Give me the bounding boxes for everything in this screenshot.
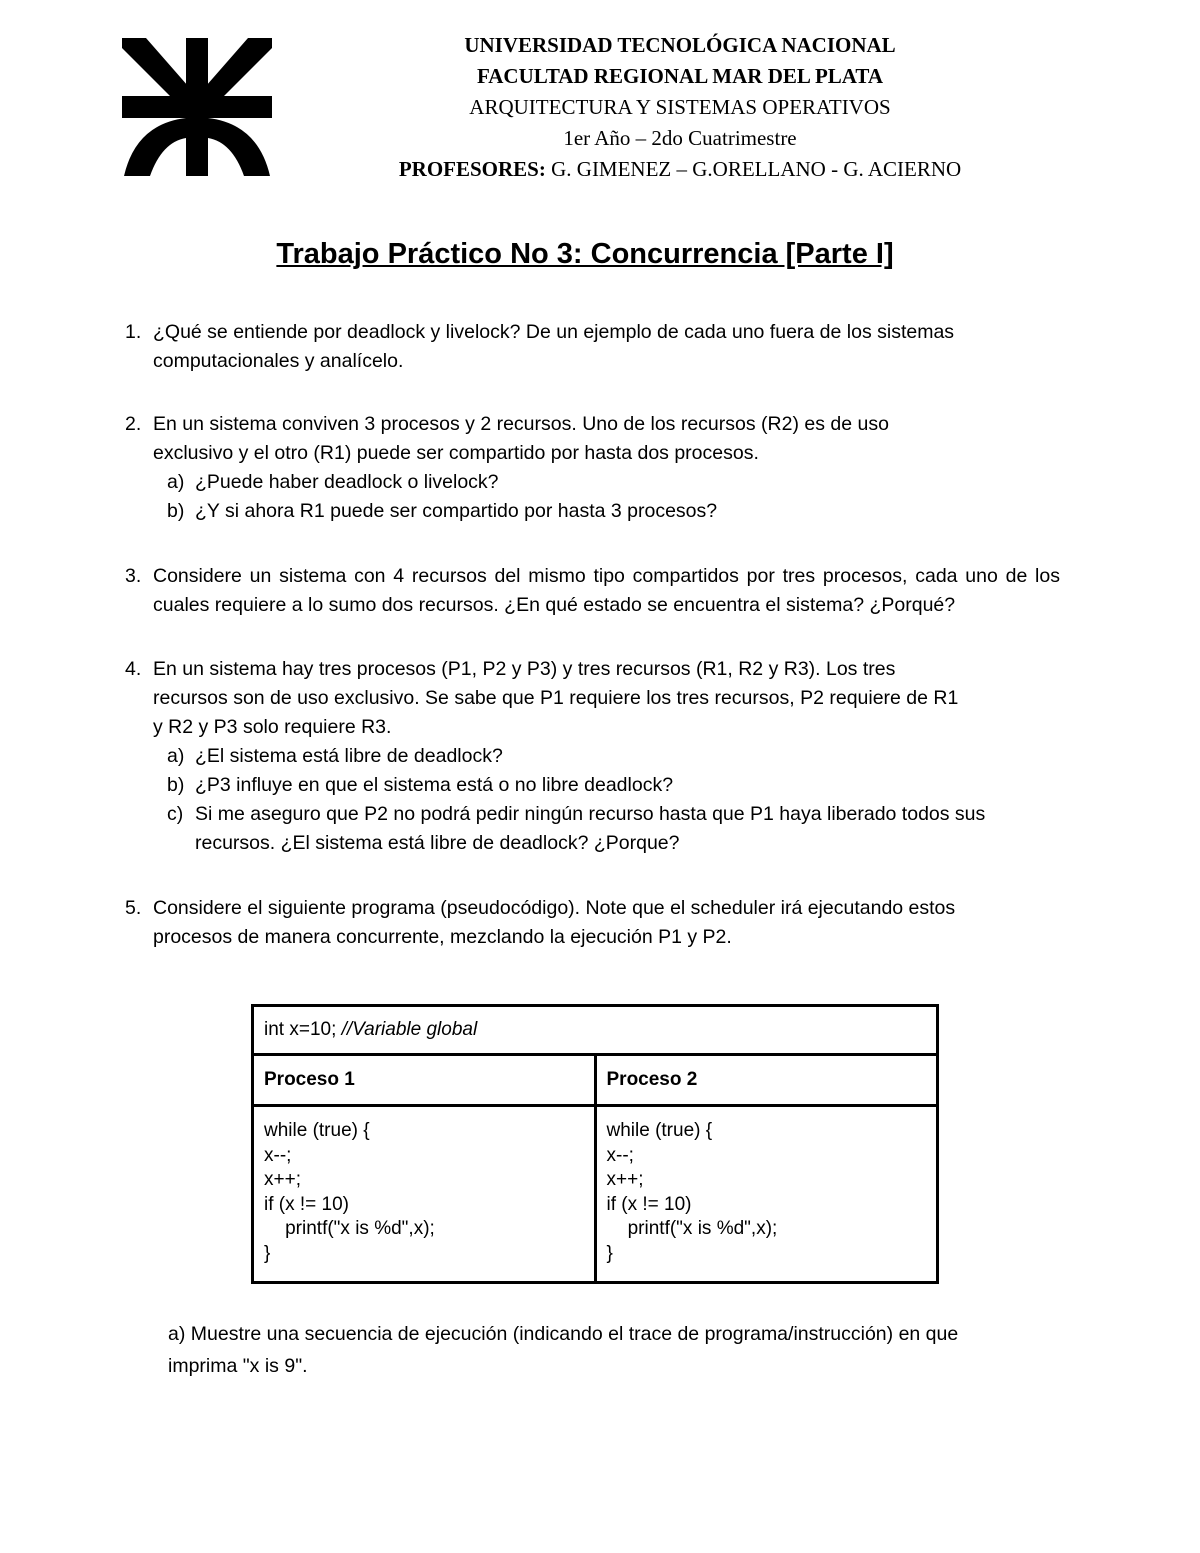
term: 1er Año – 2do Cuatrimestre (563, 126, 797, 150)
course-name: ARQUITECTURA Y SISTEMAS OPERATIVOS (469, 95, 891, 119)
code-line: } (606, 1242, 613, 1264)
question-2 (125, 410, 1060, 526)
process-2-header: Proceso 2 (595, 1055, 938, 1106)
utn-logo (122, 38, 272, 176)
sub-question (167, 468, 1060, 497)
question-line: a) Muestre una secuencia de ejecución (indicando el trace de programa/instrucción) en que (168, 1323, 959, 1345)
sub-label: a) (167, 471, 185, 493)
question-line: recursos son de uso exclusivo. Se sabe que P1 requiere los tres recursos, P2 requiere de R1 (153, 687, 959, 709)
question-number: 1. (125, 321, 142, 343)
sub-text: ¿P3 influye en que el sistema está o no libre deadlock? (195, 774, 674, 796)
process-2-code (595, 1106, 938, 1283)
code-line: if (x != 10) (264, 1193, 349, 1215)
question-line: computacionales y analícelo. (153, 350, 404, 372)
questions-list (125, 318, 1060, 952)
professors-names: G. GIMENEZ – G.ORELLANO - G. ACIERNO (551, 157, 962, 181)
page-title: Trabajo Práctico No 3: Concurrencia [Parte I] (276, 238, 894, 270)
code-line: x--; (606, 1144, 634, 1166)
code-table (251, 1004, 939, 1284)
code-line: printf("x is %d",x); (606, 1218, 778, 1239)
sub-text: ¿El sistema está libre de deadlock? (195, 745, 503, 767)
question-line: Considere el siguiente programa (pseudocódigo). Note que el scheduler irá ejecutando estos (153, 897, 956, 919)
sub-question (167, 497, 1060, 526)
process-1-header: Proceso 1 (253, 1055, 596, 1106)
document-header (310, 30, 1050, 185)
code-line: while (true) { (606, 1120, 713, 1141)
sub-label: c) (167, 803, 184, 825)
question-3 (125, 562, 1060, 620)
process-1-code (253, 1106, 596, 1283)
sub-question (167, 800, 1060, 858)
question-line: ¿Qué se entiende por deadlock y livelock? De un ejemplo de cada uno fuera de los sistemas (153, 321, 955, 343)
global-code: int x=10; (264, 1019, 342, 1040)
code-line: if (x != 10) (606, 1193, 692, 1215)
question-number: 2. (125, 413, 142, 435)
question-1 (125, 318, 1060, 376)
question-line: imprima "x is 9". (168, 1355, 308, 1377)
sub-question-5a (168, 1318, 1058, 1382)
professors (310, 154, 1050, 185)
global-variable-cell (253, 1006, 938, 1055)
sub-text: ¿Y si ahora R1 puede ser compartido por hasta 3 procesos? (195, 500, 718, 522)
question-number: 4. (125, 658, 142, 680)
faculty-name: FACULTAD REGIONAL MAR DEL PLATA (476, 64, 884, 88)
question-4 (125, 655, 1060, 858)
question-line: y R2 y P3 solo requiere R3. (153, 716, 392, 738)
sub-question (167, 742, 1060, 771)
professors-label: PROFESORES: (398, 157, 546, 181)
question-number: 5. (125, 897, 142, 919)
code-line: printf("x is %d",x); (264, 1218, 435, 1239)
question-5 (125, 894, 1060, 952)
code-line: x--; (264, 1144, 292, 1166)
question-number: 3. (125, 565, 142, 587)
sub-text: ¿Puede haber deadlock o livelock? (195, 471, 499, 493)
sub-label: b) (167, 500, 185, 522)
sub-label: b) (167, 774, 185, 796)
university-name: UNIVERSIDAD TECNOLÓGICA NACIONAL (464, 33, 896, 57)
question-line: En un sistema conviven 3 procesos y 2 recursos. Uno de los recursos (R2) es de uso (153, 413, 889, 435)
sub-label: a) (167, 745, 185, 767)
code-line: x++; (606, 1169, 644, 1190)
question-line: exclusivo y el otro (R1) puede ser compartido por hasta dos procesos. (153, 442, 759, 464)
question-line: procesos de manera concurrente, mezclando la ejecución P1 y P2. (153, 926, 732, 948)
sub-text: Si me aseguro que P2 no podrá pedir ningún recurso hasta que P1 haya liberado todos sus recursos. ¿El sistema está libre de deadlock? ¿Porque? (195, 803, 986, 854)
code-line: while (true) { (264, 1120, 370, 1141)
global-comment: //Variable global (341, 1019, 478, 1040)
sub-question (167, 771, 1060, 800)
question-line: En un sistema hay tres procesos (P1, P2 y P3) y tres recursos (R1, R2 y R3). Los tres (153, 658, 896, 680)
code-line: } (264, 1242, 271, 1264)
code-line: x++; (264, 1169, 301, 1190)
question-text: Considere un sistema con 4 recursos del mismo tipo compartidos por tres procesos, cada uno de los cuales requiere a lo sumo dos recursos. ¿En qué estado se encuentra el sistema? ¿Porqué? (153, 565, 1060, 616)
